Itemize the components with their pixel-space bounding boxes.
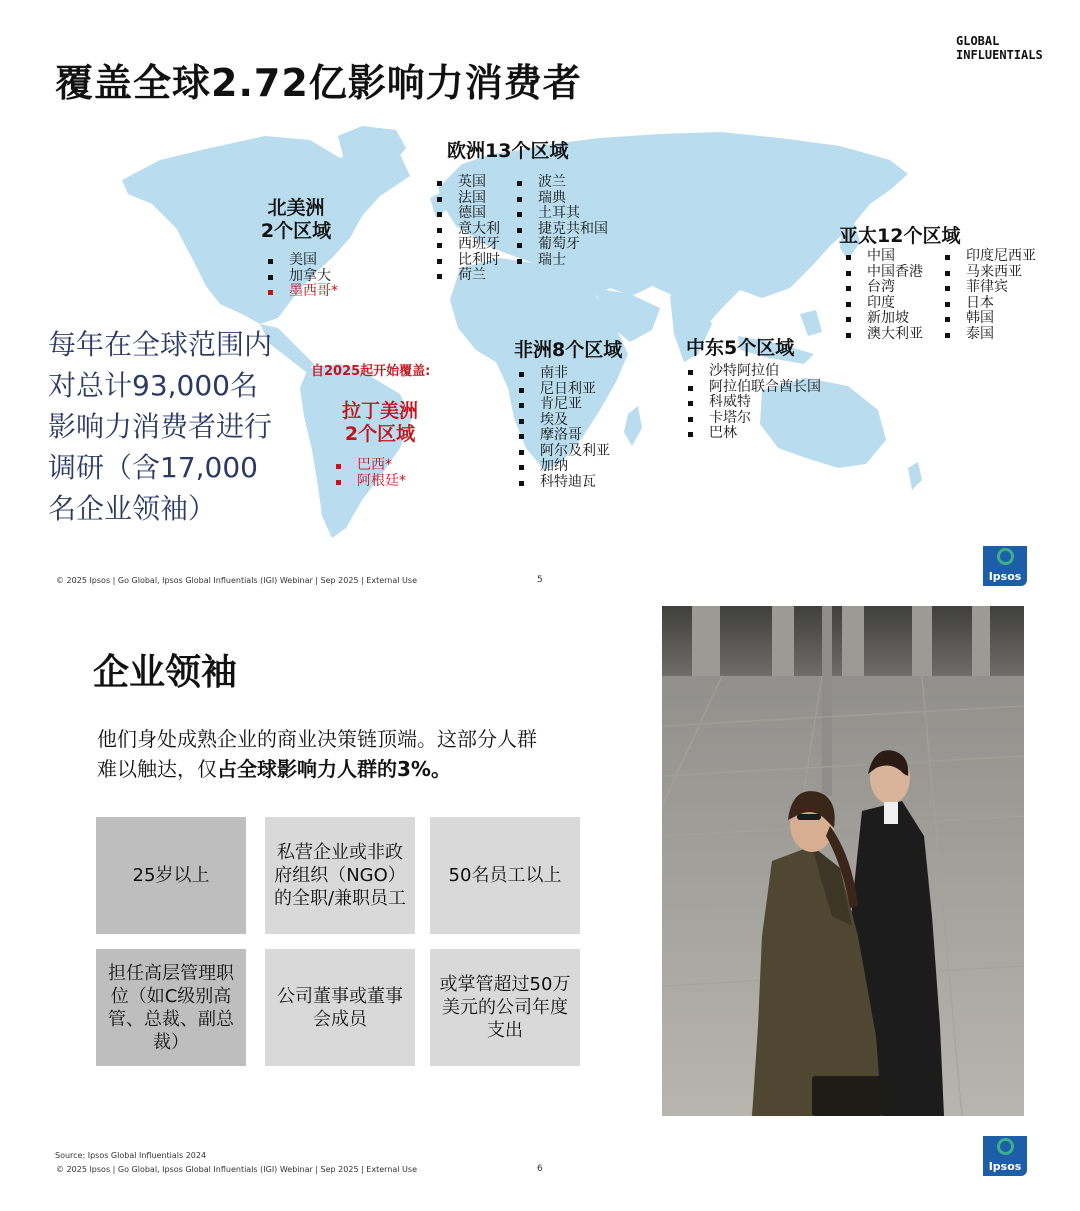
list-item: 马来西亚 xyxy=(942,265,1036,281)
list-item: 尼日利亚 xyxy=(516,382,610,398)
list-item: 菲律宾 xyxy=(942,280,1036,296)
middle-east-title: 中东5个区域 xyxy=(686,337,795,359)
list-item: 阿尔及利亚 xyxy=(516,444,610,460)
since-2025-label: 自2025起开始覆盖: xyxy=(311,364,431,379)
list-item: 阿拉伯联合酋长国 xyxy=(685,380,821,396)
slide-title: 覆盖全球2.72亿影响力消费者 xyxy=(55,61,582,105)
page-number: 6 xyxy=(537,1164,543,1174)
stat-line: 对总计93,000名 xyxy=(48,369,258,402)
slide-business-leaders xyxy=(0,596,1080,1211)
business-women-photo xyxy=(662,606,1024,1116)
list-item: 德国 xyxy=(434,206,500,222)
list-item: 埃及 xyxy=(516,413,610,429)
criteria-box: 或掌管超过50万美元的公司年度支出 xyxy=(430,949,580,1066)
list-item: 南非 xyxy=(516,366,610,382)
list-item: 卡塔尔 xyxy=(685,411,821,427)
europe-list-col1 xyxy=(434,175,500,284)
ipsos-logo xyxy=(983,1136,1027,1176)
list-item: 葡萄牙 xyxy=(514,237,608,253)
list-item: 台湾 xyxy=(843,280,923,296)
criteria-box: 50名员工以上 xyxy=(430,817,580,934)
slide-global-coverage xyxy=(0,0,1080,596)
list-item: 澳大利亚 xyxy=(843,327,923,343)
footer-text: © 2025 Ipsos | Go Global, Ipsos Global Influentials (IGI) Webinar | Sep 2025 | External Use xyxy=(56,576,417,585)
list-item: 波兰 xyxy=(514,175,608,191)
footer-text: © 2025 Ipsos | Go Global, Ipsos Global Influentials (IGI) Webinar | Sep 2025 | External Use xyxy=(56,1165,417,1174)
list-item-new: 巴西* xyxy=(333,458,406,474)
list-item: 荷兰 xyxy=(434,268,500,284)
latin-america-title-line1: 拉丁美洲 xyxy=(341,400,418,422)
europe-title: 欧洲13个区域 xyxy=(447,140,569,162)
europe-list-col2 xyxy=(514,175,608,268)
list-item: 意大利 xyxy=(434,222,500,238)
source-note: Source: Ipsos Global Influentials 2024 xyxy=(55,1151,207,1160)
list-item: 印度 xyxy=(843,296,923,312)
list-item: 瑞典 xyxy=(514,191,608,207)
survey-stat-text xyxy=(48,324,308,529)
list-item: 泰国 xyxy=(942,327,1036,343)
brand-line-2: INFLUENTIALS xyxy=(956,48,1043,62)
description-highlight: 占全球影响力人群的3%。 xyxy=(217,757,451,781)
list-item-new: 墨西哥* xyxy=(265,284,338,300)
north-america-title-line2: 2个区域 xyxy=(260,220,332,242)
list-item: 比利时 xyxy=(434,253,500,269)
ipsos-logo xyxy=(983,546,1027,586)
brand-line-1: GLOBAL xyxy=(956,34,1000,48)
list-item: 西班牙 xyxy=(434,237,500,253)
slide-description xyxy=(97,724,547,784)
list-item: 加拿大 xyxy=(265,269,338,285)
list-item: 科威特 xyxy=(685,395,821,411)
criteria-box: 担任高层管理职位（如C级别高管、总裁、副总裁） xyxy=(96,949,246,1066)
asia-pacific-list-col2 xyxy=(942,249,1036,342)
ipsos-logo-text: Ipsos xyxy=(988,570,1022,583)
ipsos-ring-icon xyxy=(997,1138,1014,1155)
list-item-new: 阿根廷* xyxy=(333,474,406,490)
stat-line: 影响力消费者进行 xyxy=(48,410,273,443)
slide-title: 企业领袖 xyxy=(93,652,238,693)
list-item: 印度尼西亚 xyxy=(942,249,1036,265)
asia-pacific-title: 亚太12个区域 xyxy=(839,225,961,247)
list-item: 法国 xyxy=(434,191,500,207)
criteria-box: 25岁以上 xyxy=(96,817,246,934)
list-item: 摩洛哥 xyxy=(516,428,610,444)
list-item: 沙特阿拉伯 xyxy=(685,364,821,380)
north-america-title-line1: 北美洲 xyxy=(267,197,325,219)
list-item: 加纳 xyxy=(516,459,610,475)
global-influentials-logo xyxy=(956,34,1043,62)
list-item: 瑞士 xyxy=(514,253,608,269)
criteria-box: 私营企业或非政府组织（NGO）的全职/兼职员工 xyxy=(265,817,415,934)
page-number: 5 xyxy=(537,575,543,585)
list-item: 土耳其 xyxy=(514,206,608,222)
ipsos-ring-icon xyxy=(997,548,1014,565)
list-item: 捷克共和国 xyxy=(514,222,608,238)
list-item: 中国 xyxy=(843,249,923,265)
africa-list xyxy=(516,366,610,490)
stat-line: 调研（含17,000 xyxy=(48,451,258,484)
list-item: 美国 xyxy=(265,253,338,269)
list-item: 韩国 xyxy=(942,311,1036,327)
list-item: 日本 xyxy=(942,296,1036,312)
latin-america-title-line2: 2个区域 xyxy=(344,423,416,445)
stat-line: 名企业领袖） xyxy=(48,492,217,525)
latin-america-list xyxy=(333,458,406,489)
list-item: 科特迪瓦 xyxy=(516,475,610,491)
list-item: 中国香港 xyxy=(843,265,923,281)
stat-line: 每年在全球范围内 xyxy=(48,328,273,361)
criteria-box: 公司董事或董事会成员 xyxy=(265,949,415,1066)
latin-america-title xyxy=(330,400,430,446)
list-item: 英国 xyxy=(434,175,500,191)
ipsos-logo-text: Ipsos xyxy=(988,1160,1022,1173)
north-america-title xyxy=(256,197,336,243)
list-item: 新加坡 xyxy=(843,311,923,327)
africa-title: 非洲8个区域 xyxy=(514,339,623,361)
list-item: 肯尼亚 xyxy=(516,397,610,413)
asia-pacific-list-col1 xyxy=(843,249,923,342)
middle-east-list xyxy=(685,364,821,442)
description-text: 他们身处成熟企业的商业决策链顶端。这部分人群难以触达，仅 xyxy=(97,727,537,781)
list-item: 巴林 xyxy=(685,426,821,442)
north-america-list xyxy=(265,253,338,300)
